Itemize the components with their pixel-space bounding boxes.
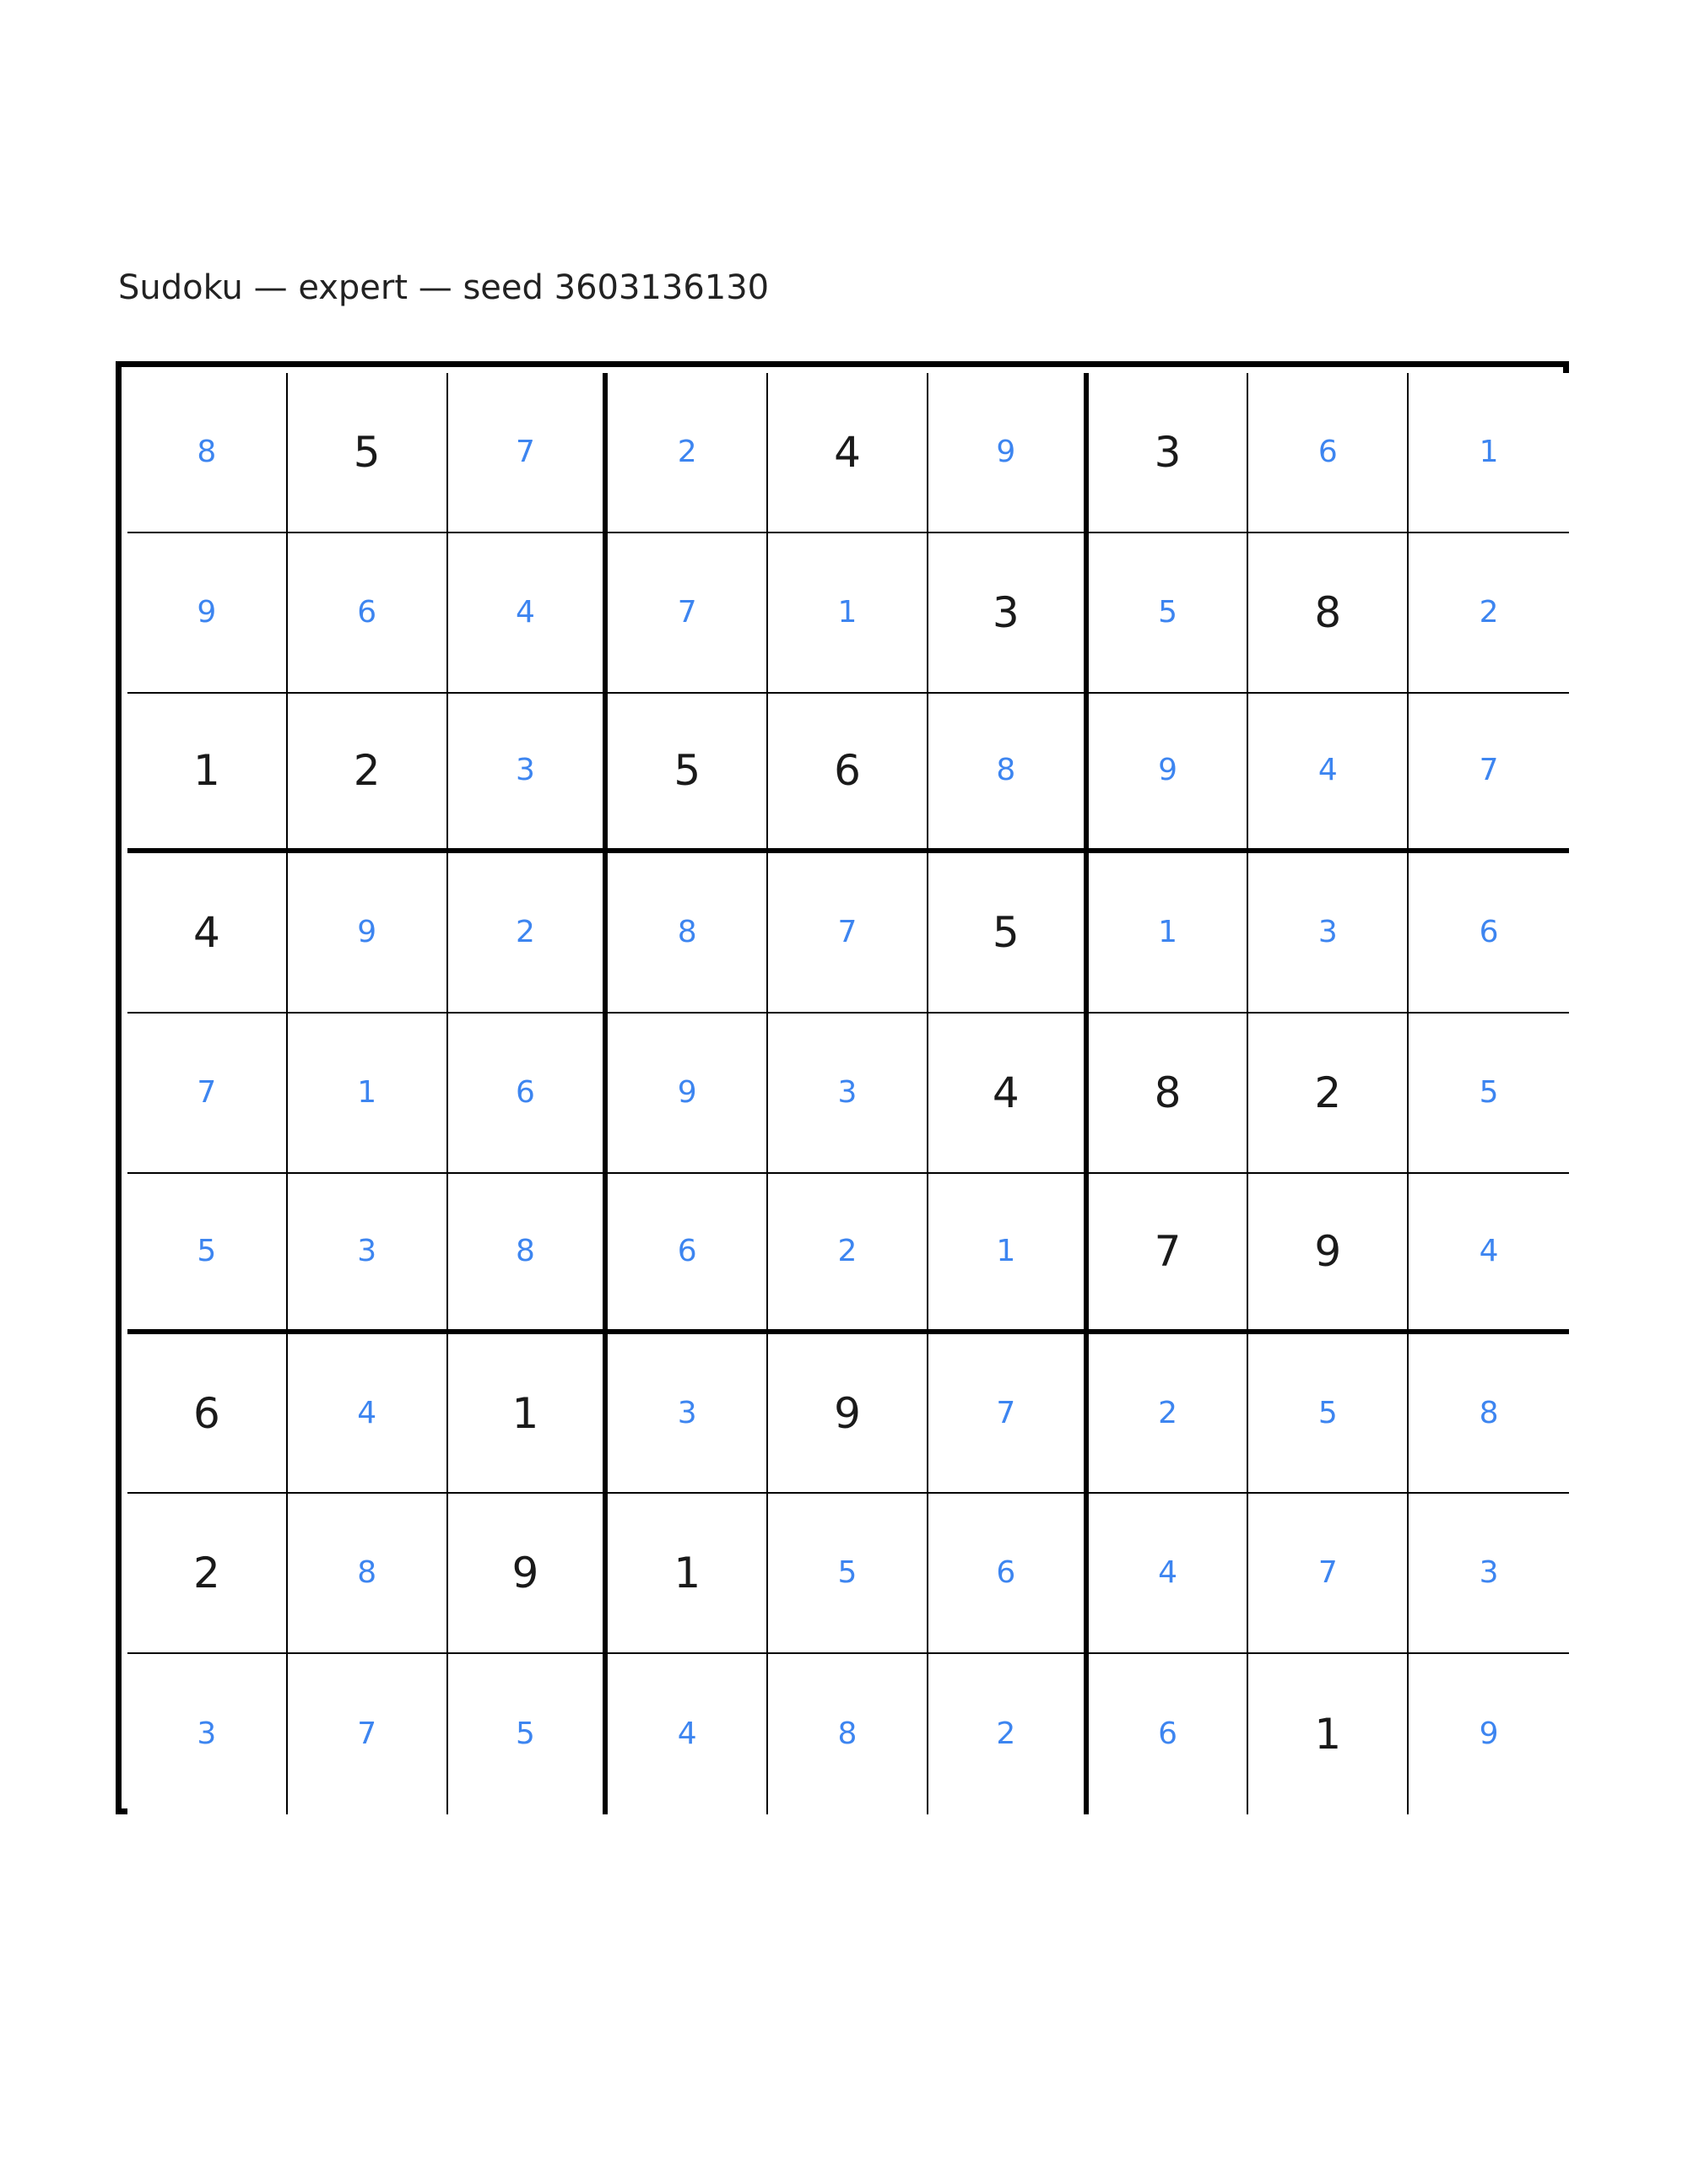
cell-filled-value: 4 <box>357 1395 377 1430</box>
cell-given-value: 2 <box>192 1549 220 1598</box>
cell-filled-value: 1 <box>837 594 858 630</box>
sudoku-cell[interactable] <box>1089 1654 1249 1814</box>
cell-given-value: 5 <box>353 427 381 477</box>
cell-filled-value: 6 <box>515 1074 535 1110</box>
sudoku-cell[interactable] <box>1248 853 1409 1014</box>
sudoku-cell[interactable] <box>1089 694 1249 854</box>
sudoku-cell[interactable] <box>127 1654 288 1814</box>
cell-filled-value: 8 <box>515 1233 535 1268</box>
cell-filled-value: 4 <box>1158 1555 1177 1591</box>
cell-given-value: 3 <box>992 587 1020 637</box>
sudoku-cell[interactable] <box>448 853 609 1014</box>
cell-filled-value: 4 <box>1317 753 1338 788</box>
sudoku-cell[interactable] <box>127 694 288 854</box>
cell-given-value: 4 <box>834 427 861 477</box>
sudoku-cell[interactable] <box>1248 1654 1409 1814</box>
sudoku-cell[interactable] <box>127 533 288 694</box>
cell-filled-value: 6 <box>996 1555 1016 1591</box>
cell-given-value: 1 <box>192 746 220 796</box>
sudoku-cell[interactable] <box>1409 373 1569 533</box>
cell-given-value: 9 <box>1314 1226 1342 1276</box>
cell-filled-value: 5 <box>515 1716 535 1752</box>
cell-filled-value: 8 <box>837 1716 858 1752</box>
cell-given-value: 8 <box>1154 1068 1182 1117</box>
cell-filled-value: 1 <box>1479 434 1499 469</box>
sudoku-cell[interactable] <box>448 694 609 854</box>
cell-filled-value: 3 <box>515 753 535 788</box>
cell-given-value: 1 <box>674 1549 701 1598</box>
sudoku-cell[interactable] <box>1248 533 1409 694</box>
cell-filled-value: 3 <box>1479 1555 1499 1591</box>
sudoku-cell[interactable] <box>1409 1014 1569 1174</box>
sudoku-cell[interactable] <box>1409 1494 1569 1654</box>
cell-filled-value: 8 <box>1479 1395 1499 1430</box>
sudoku-cell[interactable] <box>608 1014 768 1174</box>
sudoku-cell[interactable] <box>928 1654 1089 1814</box>
cell-filled-value: 7 <box>197 1074 217 1110</box>
sudoku-cell[interactable] <box>448 1654 609 1814</box>
sudoku-cell[interactable] <box>608 1174 768 1334</box>
sudoku-cell[interactable] <box>1089 1334 1249 1495</box>
cell-given-value: 2 <box>1314 1068 1342 1117</box>
sudoku-cell[interactable] <box>448 1014 609 1174</box>
sudoku-cell[interactable] <box>608 533 768 694</box>
cell-filled-value: 4 <box>1479 1233 1499 1268</box>
sudoku-cell[interactable] <box>288 1014 448 1174</box>
cell-given-value: 8 <box>1314 587 1342 637</box>
sudoku-cell[interactable] <box>1248 1494 1409 1654</box>
cell-given-value: 9 <box>511 1549 539 1598</box>
sudoku-cell[interactable] <box>288 694 448 854</box>
sudoku-cell[interactable] <box>928 1014 1089 1174</box>
sudoku-cell[interactable] <box>608 694 768 854</box>
sudoku-cell[interactable] <box>288 853 448 1014</box>
page-title: Sudoku — expert — seed 3603136130 <box>118 268 770 307</box>
sudoku-cell[interactable] <box>928 1174 1089 1334</box>
sudoku-cell[interactable] <box>448 533 609 694</box>
cell-filled-value: 3 <box>837 1074 858 1110</box>
sudoku-cell[interactable] <box>608 853 768 1014</box>
cell-filled-value: 8 <box>357 1555 377 1591</box>
sudoku-cell[interactable] <box>768 694 928 854</box>
cell-filled-value: 6 <box>677 1233 697 1268</box>
cell-filled-value: 1 <box>996 1233 1016 1268</box>
cell-filled-value: 6 <box>1317 434 1338 469</box>
sudoku-cell[interactable] <box>768 1654 928 1814</box>
sudoku-cell[interactable] <box>1248 1174 1409 1334</box>
cell-filled-value: 7 <box>515 434 535 469</box>
cell-filled-value: 9 <box>1158 753 1177 788</box>
sudoku-cell[interactable] <box>288 1174 448 1334</box>
cell-given-value: 4 <box>992 1068 1020 1117</box>
sudoku-cell[interactable] <box>288 1334 448 1495</box>
cell-filled-value: 8 <box>677 915 697 950</box>
cell-filled-value: 2 <box>837 1233 858 1268</box>
cell-given-value: 5 <box>992 908 1020 958</box>
sudoku-cell[interactable] <box>928 1494 1089 1654</box>
sudoku-cell[interactable] <box>1248 694 1409 854</box>
cell-filled-value: 6 <box>1479 915 1499 950</box>
sudoku-cell[interactable] <box>768 1174 928 1334</box>
cell-filled-value: 7 <box>1317 1555 1338 1591</box>
cell-filled-value: 2 <box>1479 594 1499 630</box>
cell-filled-value: 6 <box>357 594 377 630</box>
cell-filled-value: 3 <box>357 1233 377 1268</box>
cell-given-value: 2 <box>353 746 381 796</box>
sudoku-cell[interactable] <box>127 853 288 1014</box>
cell-filled-value: 7 <box>357 1716 377 1752</box>
cell-given-value: 1 <box>1314 1710 1342 1760</box>
cell-filled-value: 1 <box>357 1074 377 1110</box>
sudoku-cell[interactable] <box>928 694 1089 854</box>
sudoku-grid[interactable] <box>127 373 1569 1814</box>
cell-filled-value: 7 <box>996 1395 1016 1430</box>
sudoku-cell[interactable] <box>768 533 928 694</box>
cell-given-value: 3 <box>1154 427 1182 477</box>
sudoku-cell[interactable] <box>448 1334 609 1495</box>
sudoku-cell[interactable] <box>608 1654 768 1814</box>
sudoku-cell[interactable] <box>1409 1654 1569 1814</box>
sudoku-cell[interactable] <box>127 1494 288 1654</box>
sudoku-cell[interactable] <box>928 1334 1089 1495</box>
cell-filled-value: 2 <box>515 915 535 950</box>
cell-given-value: 6 <box>192 1388 220 1438</box>
sudoku-cell[interactable] <box>127 1014 288 1174</box>
cell-filled-value: 5 <box>1317 1395 1338 1430</box>
cell-given-value: 7 <box>1154 1226 1182 1276</box>
sudoku-cell[interactable] <box>1089 1014 1249 1174</box>
cell-filled-value: 6 <box>1158 1716 1177 1752</box>
cell-filled-value: 5 <box>197 1233 217 1268</box>
cell-filled-value: 9 <box>996 434 1016 469</box>
sudoku-cell[interactable] <box>768 1334 928 1495</box>
cell-filled-value: 3 <box>677 1395 697 1430</box>
sudoku-cell[interactable] <box>768 1014 928 1174</box>
cell-filled-value: 3 <box>197 1716 217 1752</box>
sudoku-cell[interactable] <box>448 1174 609 1334</box>
sudoku-cell[interactable] <box>1089 853 1249 1014</box>
sudoku-cell[interactable] <box>608 1334 768 1495</box>
sudoku-board[interactable] <box>116 361 1569 1814</box>
sudoku-cell[interactable] <box>1248 1334 1409 1495</box>
sudoku-cell[interactable] <box>1409 694 1569 854</box>
sudoku-cell[interactable] <box>928 373 1089 533</box>
cell-filled-value: 2 <box>677 434 697 469</box>
cell-filled-value: 7 <box>677 594 697 630</box>
sudoku-cell[interactable] <box>608 1494 768 1654</box>
cell-filled-value: 4 <box>515 594 535 630</box>
sudoku-cell[interactable] <box>1409 1174 1569 1334</box>
cell-filled-value: 8 <box>996 753 1016 788</box>
cell-filled-value: 3 <box>1317 915 1338 950</box>
sudoku-cell[interactable] <box>127 1174 288 1334</box>
sudoku-cell[interactable] <box>448 373 609 533</box>
sudoku-cell[interactable] <box>288 1494 448 1654</box>
sudoku-cell[interactable] <box>1248 1014 1409 1174</box>
sudoku-cell[interactable] <box>768 853 928 1014</box>
cell-given-value: 5 <box>674 746 701 796</box>
cell-filled-value: 9 <box>357 915 377 950</box>
sudoku-cell[interactable] <box>1248 373 1409 533</box>
sudoku-cell[interactable] <box>288 373 448 533</box>
sudoku-cell[interactable] <box>1409 1334 1569 1495</box>
cell-filled-value: 1 <box>1158 915 1177 950</box>
cell-filled-value: 8 <box>197 434 217 469</box>
sudoku-cell[interactable] <box>928 533 1089 694</box>
cell-filled-value: 9 <box>677 1074 697 1110</box>
sudoku-cell[interactable] <box>288 533 448 694</box>
sudoku-cell[interactable] <box>1089 533 1249 694</box>
cell-given-value: 6 <box>834 746 861 796</box>
cell-filled-value: 2 <box>1158 1395 1177 1430</box>
cell-given-value: 4 <box>192 908 220 958</box>
sudoku-cell[interactable] <box>127 373 288 533</box>
cell-filled-value: 9 <box>197 594 217 630</box>
sudoku-cell[interactable] <box>768 373 928 533</box>
sudoku-cell[interactable] <box>1089 1494 1249 1654</box>
cell-filled-value: 5 <box>1158 594 1177 630</box>
cell-given-value: 9 <box>834 1388 861 1438</box>
sudoku-cell[interactable] <box>1089 1174 1249 1334</box>
sudoku-cell[interactable] <box>127 1334 288 1495</box>
sudoku-cell[interactable] <box>928 853 1089 1014</box>
cell-filled-value: 2 <box>996 1716 1016 1752</box>
cell-filled-value: 5 <box>837 1555 858 1591</box>
sudoku-cell[interactable] <box>1409 853 1569 1014</box>
sudoku-cell[interactable] <box>448 1494 609 1654</box>
cell-filled-value: 9 <box>1479 1716 1499 1752</box>
sudoku-cell[interactable] <box>1089 373 1249 533</box>
cell-given-value: 1 <box>511 1388 539 1438</box>
cell-filled-value: 4 <box>677 1716 697 1752</box>
sudoku-board-wrapper <box>116 361 1569 1814</box>
sudoku-cell[interactable] <box>288 1654 448 1814</box>
cell-filled-value: 5 <box>1479 1074 1499 1110</box>
cell-filled-value: 7 <box>1479 753 1499 788</box>
sudoku-cell[interactable] <box>608 373 768 533</box>
cell-filled-value: 7 <box>837 915 858 950</box>
sudoku-cell[interactable] <box>768 1494 928 1654</box>
sudoku-cell[interactable] <box>1409 533 1569 694</box>
